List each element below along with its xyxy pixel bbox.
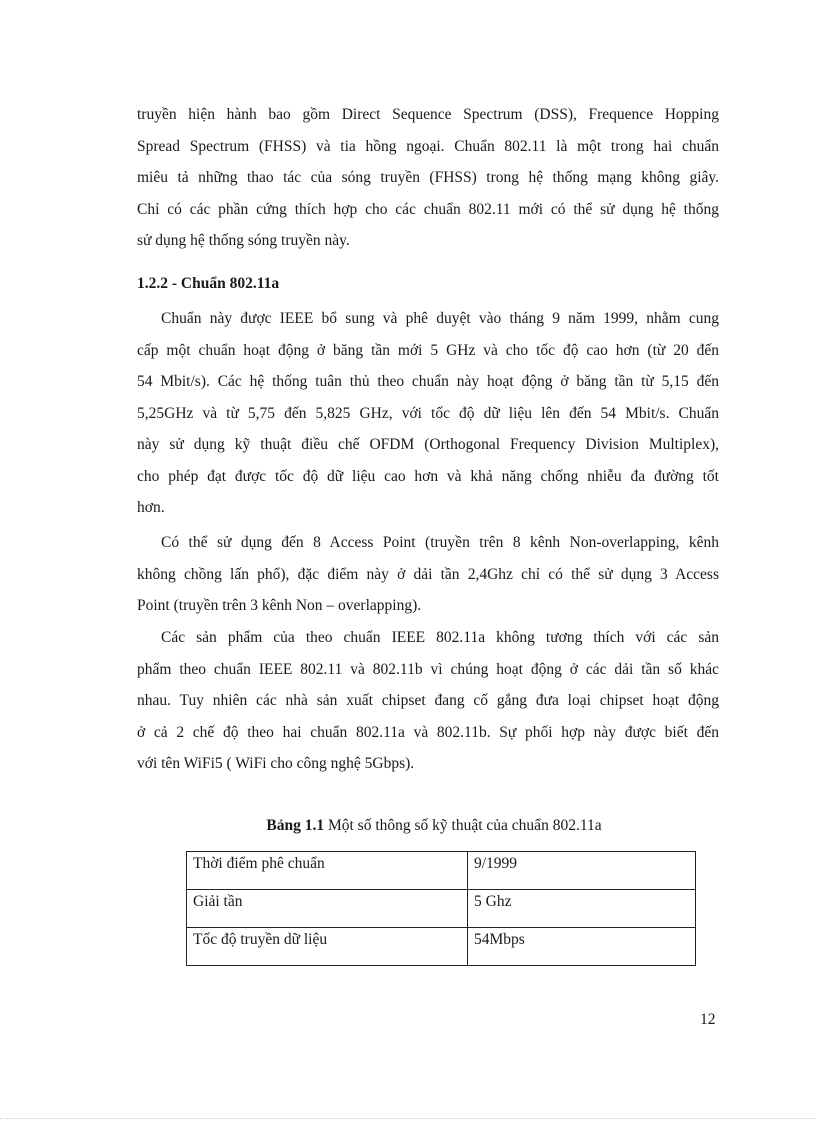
table-row (187, 890, 696, 928)
text-line: Spread Spectrum (FHSS) và tia hồng ngoại. Chuẩn 802.11 là một trong hai chuẩn (137, 137, 719, 155)
text-line: miêu tả những thao tác của sóng truyền (FHSS) trong hệ thống mạng không giây. (137, 169, 719, 186)
text-line: với tên WiFi5 ( WiFi cho công nghệ 5Gbps). (137, 755, 415, 772)
text-line: Point (truyền trên 3 kênh Non – overlapping). (137, 597, 422, 614)
text-line: sử dụng hệ thống sóng truyền này. (137, 232, 350, 249)
text-line: nhau. Tuy nhiên các nhà sản xuất chipset đang cố gắng đưa loại chipset hoạt động (137, 692, 719, 709)
text-line: Chỉ có các phần cứng thích hợp cho các chuẩn 802.11 mới có thể sử dụng hệ thống (137, 200, 719, 218)
table-cell-value: 54Mbps (468, 928, 696, 966)
table-caption-label: Bảng 1.1 (266, 817, 325, 834)
text-line: hơn. (137, 499, 165, 516)
text-line: cho phép đạt được tốc độ dữ liệu cao hơn và khả năng chống nhiễu đa đường tốt (137, 467, 719, 485)
text-line: này sử dụng kỹ thuật điều chế OFDM (Orthogonal Frequency Division Multiplex), (137, 436, 719, 453)
paragraph-intro (137, 99, 719, 257)
spec-table (186, 851, 696, 966)
table-caption-text: Một số thông số kỹ thuật của chuẩn 802.11a (324, 817, 602, 834)
text-line: phẩm theo chuẩn IEEE 802.11 và 802.11b vì chúng hoạt động ở các dải tần số khác (137, 660, 719, 678)
text-line: Chuẩn này được IEEE bổ sung và phê duyệt vào tháng 9 năm 1999, nhằm cung (161, 310, 719, 327)
text-line: 54 Mbit/s). Các hệ thống tuân thủ theo chuẩn này hoạt động ở băng tần từ 5,15 đến (137, 373, 719, 390)
text-line: ở cả 2 chế độ theo hai chuẩn 802.11a và 802.11b. Sự phối hợp này được biết đến (137, 723, 719, 741)
text-line: Các sản phẩm của theo chuẩn IEEE 802.11a không tương thích với các sản (161, 629, 719, 646)
table-cell-label: Thời điểm phê chuẩn (187, 852, 468, 890)
table-cell-label: Tốc độ truyền dữ liệu (187, 928, 468, 966)
text-line: cấp một chuẩn hoạt động ở băng tần mới 5 GHz và cho tốc độ cao hơn (từ 20 đến (137, 341, 719, 359)
table-caption (0, 817, 816, 835)
text-line: truyền hiện hành bao gồm Direct Sequence Spectrum (DSS), Frequence Hopping (137, 106, 719, 123)
page-bottom-divider (0, 1118, 816, 1119)
text-line: 5,25GHz và từ 5,75 đến 5,825 GHz, với tốc độ dữ liệu lên đến 54 Mbit/s. Chuẩn (137, 404, 719, 422)
table-cell-value: 9/1999 (468, 852, 696, 890)
table-row (187, 928, 696, 966)
paragraph-standard-overview (137, 303, 719, 524)
paragraph-access-points (137, 527, 719, 622)
table-row (187, 852, 696, 890)
text-line: không chồng lấn phổ), đặc điểm này ở dải tần 2,4Ghz chỉ có thể sử dụng 3 Access (137, 565, 719, 583)
table-cell-label: Giải tần (187, 890, 468, 928)
page-number: 12 (700, 1011, 716, 1028)
paragraph-compatibility (137, 622, 719, 780)
section-heading: 1.2.2 - Chuẩn 802.11a (137, 275, 280, 292)
text-line: Có thể sử dụng đến 8 Access Point (truyền trên 8 kênh Non-overlapping, kênh (161, 534, 719, 551)
table-cell-value: 5 Ghz (468, 890, 696, 928)
